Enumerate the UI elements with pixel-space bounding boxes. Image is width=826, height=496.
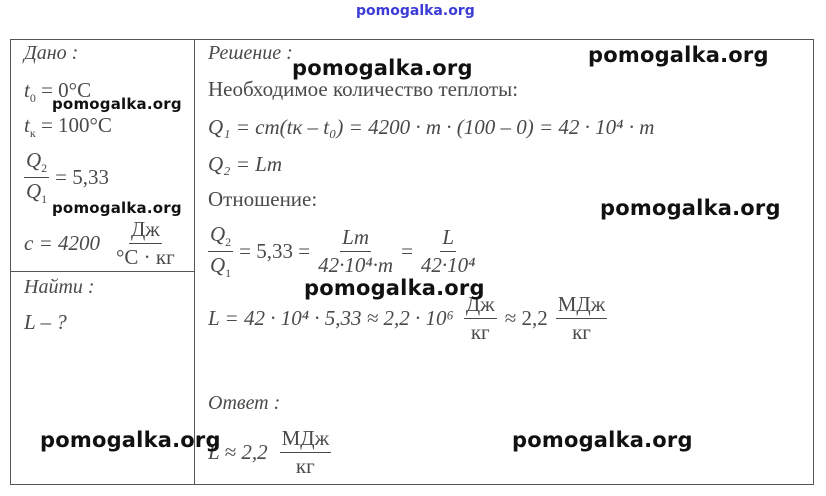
result-equation: L = 42 · 10⁴ · 5,33 ≈ 2,2 · 10⁶ $\frac{Дж}{кг}$ ≈ 2,2 $\frac{\text{МДж}}{кг}$ — [208, 292, 606, 344]
answer-value: L ≈ 2,2 $\frac{\text{МДж}}{кг}$ — [208, 426, 330, 478]
solution-eq-q2: Q₂ = Lm — [208, 152, 282, 176]
watermark: pomogalka.org — [292, 56, 473, 80]
watermark: pomogalka.org — [40, 428, 221, 452]
solution-eq-q1: Q₁ = cm(tк – t₀) = 4200 · m · (100 – 0) = 42 · 10⁴ · m — [208, 115, 655, 139]
watermark: pomogalka.org — [304, 276, 485, 300]
solution-intro: Необходимое количество теплоты: — [208, 77, 519, 101]
table-right-border — [813, 39, 814, 485]
watermark: pomogalka.org — [588, 43, 769, 67]
table-top-border — [10, 39, 814, 40]
given-tk: $t_к = 100^\circ C$ — [24, 113, 112, 141]
given-t0: $t_0 = 0^\circ C$ — [24, 78, 92, 106]
answer-heading: Ответ : — [208, 392, 281, 414]
given-find-divider — [10, 271, 195, 272]
watermark: pomogalka.org — [52, 199, 182, 217]
find-heading: Найти : — [24, 276, 95, 298]
site-header-link[interactable]: pomogalka.org — [356, 3, 475, 19]
given-ratio: $\frac{Q_2}{Q_1}$ = 5,33 — [26, 148, 110, 207]
given-heading: Дано : — [24, 42, 79, 64]
watermark: pomogalka.org — [512, 428, 693, 452]
watermark: pomogalka.org — [52, 95, 182, 113]
ratio-label: Отношение: — [208, 187, 318, 211]
watermark: pomogalka.org — [600, 196, 781, 220]
table-column-divider — [194, 39, 195, 485]
ratio-equation: $\frac{Q_2}{Q_1}$ = 5,33 = $\frac{Lm}{\text{42·10⁴·m}}$ = $\frac{L}{\text{42·10⁴}}$ — [210, 222, 476, 281]
find-value: L – ? — [24, 310, 67, 334]
table-left-border — [10, 39, 11, 485]
table-bottom-border — [10, 484, 814, 485]
given-specific-heat: c = 4200 $\frac{Дж}{^\circ C \cdot кг}$ — [24, 217, 175, 269]
solution-heading: Решение : — [208, 42, 293, 64]
